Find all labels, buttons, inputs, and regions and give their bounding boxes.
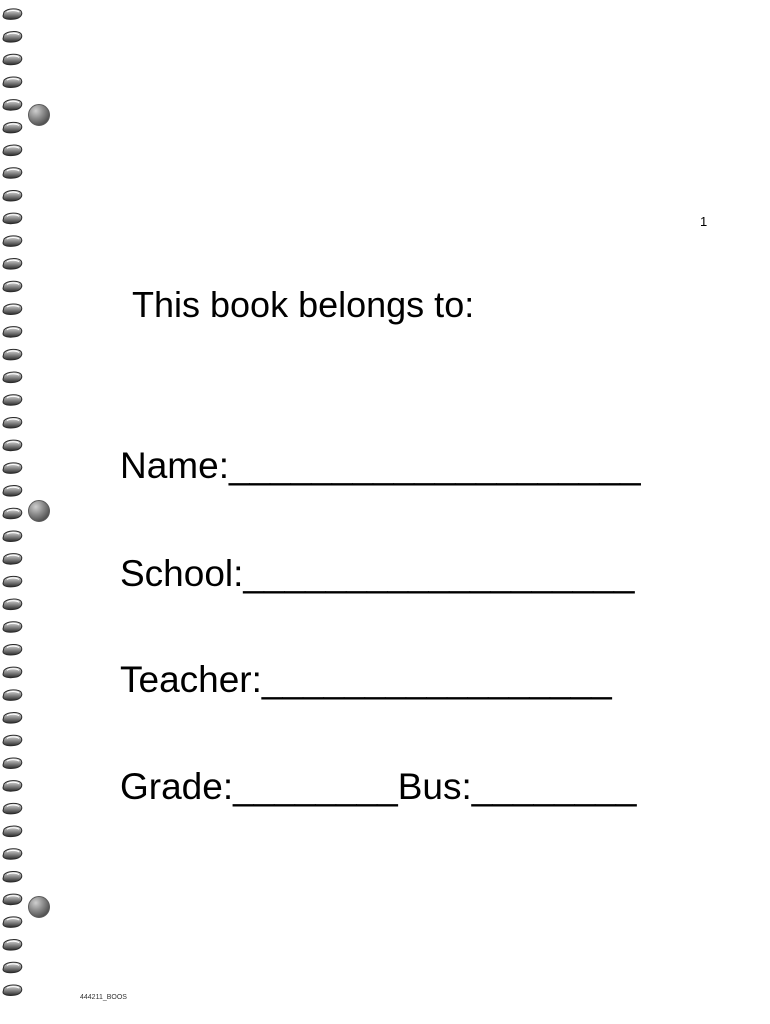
spiral-binding-coil-icon bbox=[3, 940, 22, 951]
spiral-binding-coil-icon bbox=[3, 781, 22, 792]
spiral-binding-coil-icon bbox=[3, 463, 22, 474]
school-field bbox=[120, 552, 634, 596]
spiral-binding-coil-icon bbox=[3, 54, 22, 65]
spiral-binding-coil-icon bbox=[3, 871, 22, 882]
spiral-binding-coil-icon bbox=[3, 100, 22, 111]
spiral-binding-coil-icon bbox=[3, 9, 22, 20]
spiral-binding-coil-icon bbox=[3, 281, 22, 292]
grade-label: Grade: bbox=[120, 766, 234, 807]
spiral-binding-coil-icon bbox=[3, 985, 22, 996]
name-blank-line: ____________________ bbox=[228, 445, 641, 486]
spiral-binding-coil-icon bbox=[3, 599, 22, 610]
grade-blank-line: ________ bbox=[233, 766, 398, 807]
school-label: School: bbox=[120, 553, 244, 594]
spiral-binding-coil-icon bbox=[3, 849, 22, 860]
spiral-binding-coil-icon bbox=[3, 667, 22, 678]
spiral-binding-coil-icon bbox=[3, 690, 22, 701]
punch-hole-icon bbox=[29, 501, 50, 522]
spiral-binding-coil-icon bbox=[3, 122, 22, 133]
spiral-binding-coil-icon bbox=[3, 508, 22, 519]
spiral-binding-coil-icon bbox=[3, 758, 22, 769]
spiral-binding-coil-icon bbox=[3, 213, 22, 224]
spiral-binding-coil-icon bbox=[3, 826, 22, 837]
teacher-blank-line: _________________ bbox=[261, 659, 612, 700]
name-label: Name: bbox=[120, 445, 229, 486]
spiral-binding-coil-icon bbox=[3, 803, 22, 814]
punch-hole-icon bbox=[29, 897, 50, 918]
bus-blank-line: ________ bbox=[471, 766, 637, 807]
spiral-binding-coil-icon bbox=[3, 962, 22, 973]
punch-hole-icon bbox=[29, 105, 50, 126]
spiral-binding-coil-icon bbox=[3, 349, 22, 360]
spiral-binding-coil-icon bbox=[3, 486, 22, 497]
spiral-binding-coil-icon bbox=[3, 554, 22, 565]
spiral-binding-coil-icon bbox=[3, 259, 22, 270]
spiral-binding-coil-icon bbox=[3, 190, 22, 201]
spiral-binding-coil-icon bbox=[3, 713, 22, 724]
spiral-binding-coil-icon bbox=[3, 327, 22, 338]
spiral-binding-coil-icon bbox=[3, 917, 22, 928]
ownership-heading: This book belongs to: bbox=[132, 284, 475, 325]
grade-bus-field bbox=[120, 765, 636, 809]
spiral-binding-coil-icon bbox=[3, 440, 22, 451]
spiral-binding bbox=[0, 0, 56, 1024]
spiral-binding-coil-icon bbox=[3, 372, 22, 383]
spiral-binding-coil-icon bbox=[3, 531, 22, 542]
spiral-binding-coil-icon bbox=[3, 576, 22, 587]
name-field bbox=[120, 444, 641, 488]
spiral-binding-coil-icon bbox=[3, 236, 22, 247]
footer-code: 444211_BOOS bbox=[80, 994, 127, 1001]
page-number: 1 bbox=[700, 214, 708, 229]
bus-label: Bus: bbox=[397, 766, 472, 807]
teacher-label: Teacher: bbox=[120, 659, 262, 700]
spiral-binding-coil-icon bbox=[3, 304, 22, 315]
spiral-binding-coil-icon bbox=[3, 145, 22, 156]
spiral-binding-coil-icon bbox=[3, 77, 22, 88]
spiral-binding-coil-icon bbox=[3, 644, 22, 655]
teacher-field bbox=[120, 658, 612, 702]
spiral-binding-coil-icon bbox=[3, 168, 22, 179]
spiral-binding-coil-icon bbox=[3, 735, 22, 746]
spiral-binding-coil-icon bbox=[3, 395, 22, 406]
spiral-binding-coil-icon bbox=[3, 417, 22, 428]
spiral-binding-coil-icon bbox=[3, 622, 22, 633]
spiral-binding-coil-icon bbox=[3, 32, 22, 43]
spiral-binding-coil-icon bbox=[3, 894, 22, 905]
school-blank-line: ___________________ bbox=[243, 553, 635, 594]
